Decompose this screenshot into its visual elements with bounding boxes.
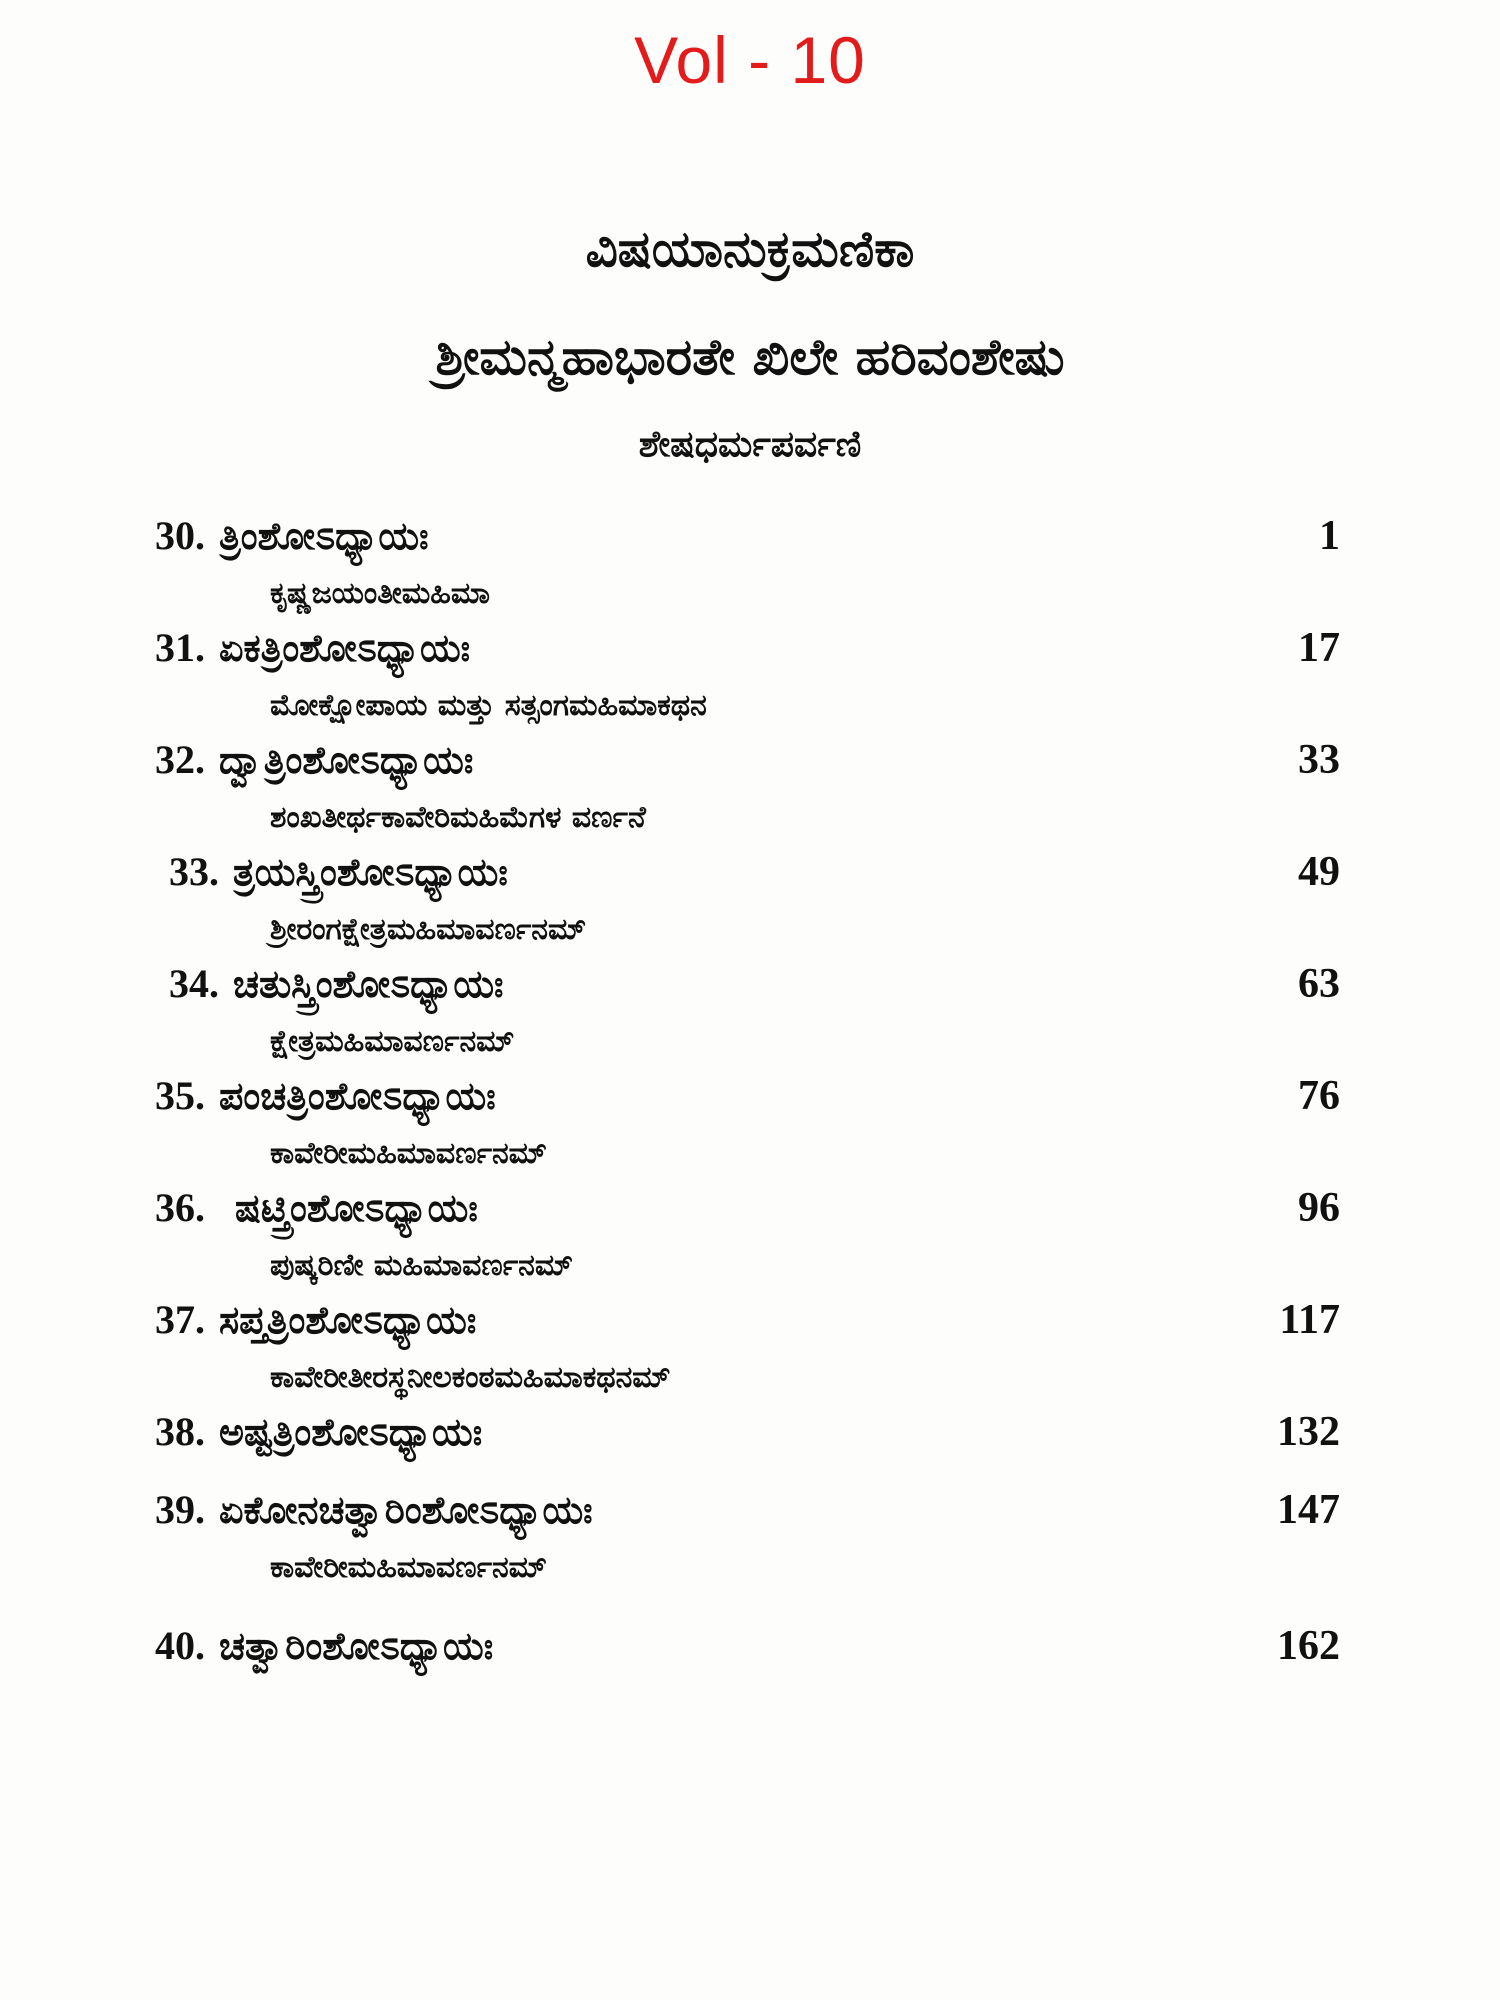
chapter-title bbox=[155, 1296, 476, 1343]
toc-entry-32 bbox=[155, 736, 1340, 848]
chapter-title bbox=[155, 512, 429, 559]
chapter-number: 40. bbox=[155, 1623, 205, 1668]
chapter-number: 37. bbox=[155, 1297, 205, 1342]
chapter-number: 34. bbox=[169, 961, 219, 1006]
chapter-subtitle: ಕೃಷ್ಣಜಯಂತೀಮಹಿಮಾ bbox=[270, 576, 491, 611]
toc-entry-38 bbox=[155, 1408, 1340, 1486]
contents-heading: ವಿಷಯಾನುಕ್ರಮಣಿಕಾ bbox=[585, 220, 915, 278]
chapter-number: 36. bbox=[155, 1185, 205, 1230]
chapter-name: ದ್ವಾತ್ರಿಂಶೋಽಧ್ಯಾಯಃ bbox=[219, 738, 474, 782]
chapter-name: ಏಕತ್ರಿಂಶೋಽಧ್ಯಾಯಃ bbox=[219, 626, 471, 670]
chapter-title bbox=[155, 1184, 478, 1231]
page-number: 1 bbox=[1319, 513, 1340, 559]
chapter-number: 38. bbox=[155, 1409, 205, 1454]
page-number: 49 bbox=[1298, 849, 1340, 895]
chapter-name: ಚತುಸ್ತ್ರಿಂಶೋಽಧ್ಯಾಯಃ bbox=[233, 962, 504, 1006]
chapter-number: 30. bbox=[155, 513, 205, 558]
chapter-number: 39. bbox=[155, 1487, 205, 1532]
chapter-subtitle: ಪುಷ್ಕರಿಣೀ ಮಹಿಮಾವರ್ಣನಮ್ bbox=[270, 1248, 574, 1283]
page-number: 147 bbox=[1277, 1487, 1340, 1533]
chapter-number: 31. bbox=[155, 625, 205, 670]
chapter-subtitle: ಕಾವೇರೀಮಹಿಮಾವರ್ಣನಮ್ bbox=[270, 1136, 547, 1171]
table-of-contents bbox=[155, 512, 1340, 1682]
chapter-title bbox=[155, 1072, 496, 1119]
page-number: 132 bbox=[1277, 1409, 1340, 1455]
chapter-number: 32. bbox=[155, 737, 205, 782]
chapter-name: ಚತ್ವಾರಿಂಶೋಽಧ್ಯಾಯಃ bbox=[219, 1624, 494, 1668]
chapter-name: ಪಂಚತ್ರಿಂಶೋಽಧ್ಯಾಯಃ bbox=[219, 1074, 496, 1118]
toc-entry-34 bbox=[155, 960, 1340, 1072]
chapter-title bbox=[155, 1622, 493, 1669]
chapter-subtitle: ಕ್ಷೇತ್ರಮಹಿಮಾವರ್ಣನಮ್ bbox=[270, 1024, 515, 1059]
chapter-subtitle: ಕಾವೇರೀತೀರಸ್ಥನೀಲಕಂಠಮಹಿಮಾಕಥನಮ್ bbox=[270, 1360, 671, 1395]
page-number: 76 bbox=[1298, 1073, 1340, 1119]
toc-entry-31 bbox=[155, 624, 1340, 736]
chapter-subtitle: ಕಾವೇರೀಮಹಿಮಾವರ್ಣನಮ್ bbox=[270, 1550, 547, 1585]
chapter-number: 33. bbox=[169, 849, 219, 894]
chapter-name: ಏಕೋನಚತ್ವಾರಿಂಶೋಽಧ್ಯಾಯಃ bbox=[219, 1488, 593, 1532]
chapter-title bbox=[169, 848, 508, 895]
chapter-title bbox=[155, 1486, 593, 1533]
chapter-number: 35. bbox=[155, 1073, 205, 1118]
book-title: ಶ್ರೀಮನ್ಮಹಾಭಾರತೇ ಖಿಲೇ ಹರಿವಂಶೇಷು bbox=[435, 328, 1065, 386]
page-number: 96 bbox=[1298, 1185, 1340, 1231]
chapter-title bbox=[155, 624, 470, 671]
chapter-title bbox=[155, 736, 473, 783]
page-number: 117 bbox=[1279, 1297, 1340, 1343]
toc-entry-36 bbox=[155, 1184, 1340, 1296]
page-number: 17 bbox=[1298, 625, 1340, 671]
page-number: 33 bbox=[1298, 737, 1340, 783]
chapter-name: ತ್ರಯಸ್ತ್ರಿಂಶೋಽಧ್ಯಾಯಃ bbox=[233, 850, 508, 894]
volume-label: Vol - 10 bbox=[634, 23, 866, 97]
toc-entry-30 bbox=[155, 512, 1340, 624]
page-number: 63 bbox=[1298, 961, 1340, 1007]
chapter-subtitle: ಶಂಖತೀರ್ಥಕಾವೇರಿಮಹಿಮೆಗಳ ವರ್ಣನೆ bbox=[270, 800, 646, 835]
toc-entry-33 bbox=[155, 848, 1340, 960]
page-number: 162 bbox=[1277, 1623, 1340, 1669]
toc-entry-35 bbox=[155, 1072, 1340, 1184]
parva-title: ಶೇಷಧರ್ಮಪರ್ವಣಿ bbox=[638, 424, 862, 465]
chapter-name: ತ್ರಿಂಶೋಽಧ್ಯಾಯಃ bbox=[219, 514, 429, 558]
chapter-name: ಸಪ್ತತ್ರಿಂಶೋಽಧ್ಯಾಯಃ bbox=[219, 1298, 477, 1342]
chapter-subtitle: ಮೋಕ್ಷೋಪಾಯ ಮತ್ತು ಸತ್ಸಂಗಮಹಿಮಾಕಥನ bbox=[270, 688, 707, 723]
chapter-subtitle: ಶ್ರೀರಂಗಕ್ಷೇತ್ರಮಹಿಮಾವರ್ಣನಮ್ bbox=[270, 912, 587, 947]
chapter-title bbox=[155, 1408, 482, 1455]
toc-entry-37 bbox=[155, 1296, 1340, 1408]
toc-entry-40 bbox=[155, 1622, 1340, 1682]
toc-entry-39 bbox=[155, 1486, 1340, 1622]
chapter-name: ಷಟ್ತ್ರಿಂಶೋಽಧ್ಯಾಯಃ bbox=[235, 1186, 478, 1230]
chapter-title bbox=[169, 960, 504, 1007]
chapter-name: ಅಷ್ಟತ್ರಿಂಶೋಽಧ್ಯಾಯಃ bbox=[219, 1410, 483, 1454]
